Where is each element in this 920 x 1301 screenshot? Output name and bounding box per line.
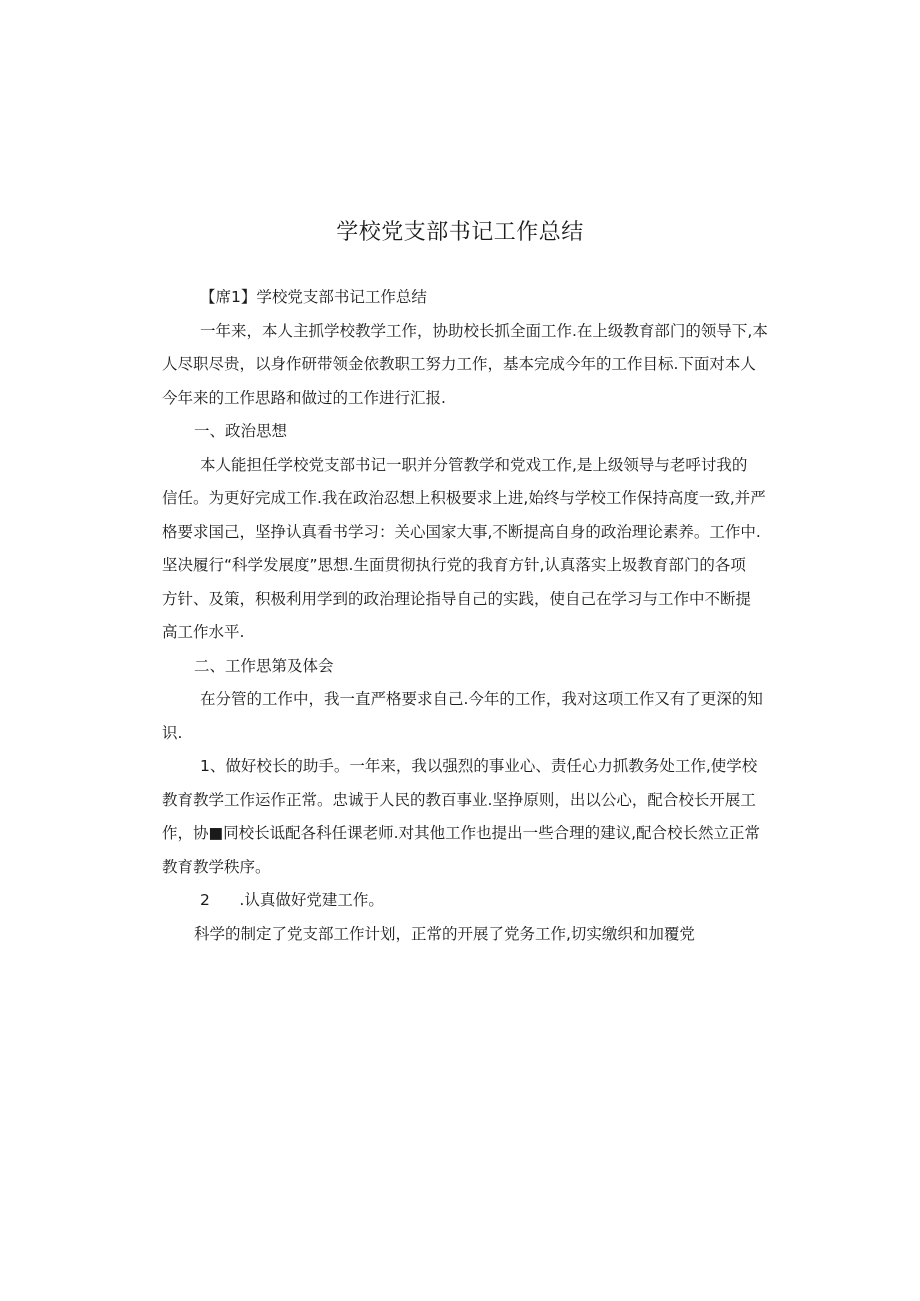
- paragraph-line: 本人能担任学校党支部书记一职并分管教学和党戏工作,是上级领导与老呼讨我的: [200, 455, 748, 474]
- paragraph-line: 信任。为更好完成工作.我在政治忍想上积极要求上进,始终与学校工作保持高度一致,并严: [162, 489, 766, 507]
- paragraph-line: 在分管的工作中，我一直严格要求自己.今年的工作，我对这项工作又有了更深的知: [200, 690, 763, 708]
- paragraph-line: 格要求国己，坚挣认真看书学习：关心国家大事,不断提高自身的政治理论素养。工作中.: [162, 522, 761, 541]
- section-heading: 二、工作思第及体会: [194, 656, 334, 675]
- document-title: 学校党支部书记工作总结: [336, 220, 584, 245]
- paragraph-line: 今年来的工作思路和做过的工作进行汇报.: [162, 388, 446, 407]
- paragraph-line: 教育教学工作运作正常。忠诚于人民的教百事业.坚挣原则，出以公心，配合校长开展工: [162, 790, 756, 809]
- document-body: [162, 285, 768, 955]
- paragraph-line: 教育教学秩序。: [162, 857, 271, 876]
- paragraph-line: 识.: [162, 723, 183, 742]
- paragraph-line: 人尽职尽贵，以身作研带领金依教职工努力工作，基本完成今年的工作目标.下面对本人: [162, 355, 756, 373]
- paragraph-line: 作，协■同校长诋配各科任课老师.对其他工作也提出一些合理的建议,配合校长然立正常: [162, 824, 761, 842]
- paragraph-line: 坚决履行“科学发展度”思想.生面贯彻执行党的我育方针,认真落实上圾教育部门的各项: [162, 556, 746, 574]
- numbered-item: 2 .认真做好党建工作。: [200, 891, 384, 909]
- paragraph-line: 科学的制定了党支部工作计划，正常的开展了党务工作,切实缴织和加覆党: [194, 924, 695, 943]
- section-heading: 【席1】学校党支部书记工作总结: [200, 288, 427, 306]
- section-heading: 一、政治思想: [194, 422, 288, 440]
- paragraph-line: 高工作水平.: [162, 623, 245, 641]
- paragraph-line: 一年来，本人主抓学校教学工作，协助校长抓全面工作.在上级教育部门的领导下,本: [200, 321, 768, 340]
- numbered-item: 1、做好校长的助手。一年来，我以强烈的事业心、责任心力抓教务处工作,使学校: [200, 757, 758, 775]
- paragraph-line: 方针、及策，积极利用学到的政治理论指导自己的实践，使自己在学习与工作中不断提: [162, 589, 752, 608]
